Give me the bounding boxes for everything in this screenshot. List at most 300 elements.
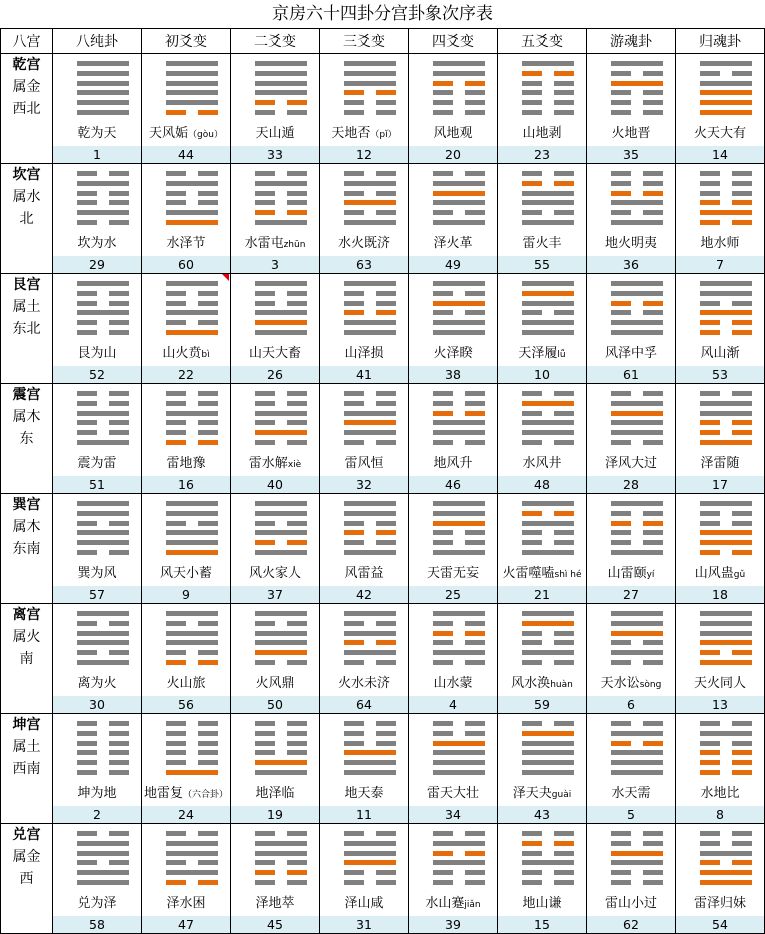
hexagram-name-label [587, 232, 675, 251]
hexagram-name: 泽水困 [166, 896, 206, 911]
hexagram-cell [53, 604, 142, 714]
line-segment [465, 310, 485, 315]
hexagram-symbol [611, 281, 663, 335]
hexagram-cell [53, 494, 142, 604]
line-segment [433, 81, 453, 86]
yin-line [166, 110, 218, 115]
palace-name: 震宫 [12, 387, 41, 403]
header-column: 二爻变 [231, 29, 320, 54]
hexagram-name: 天地否 [331, 126, 371, 141]
hexagram-number: 6 [587, 696, 675, 713]
hexagram-cell [142, 274, 231, 384]
hexagram-name-label [498, 672, 586, 691]
line-segment [611, 721, 631, 726]
line-segment [522, 501, 574, 506]
hexagram-symbol [344, 281, 396, 335]
hexagram-name-label [587, 892, 675, 911]
yin-line [166, 650, 218, 655]
line-segment [255, 171, 275, 176]
line-segment [166, 291, 186, 296]
yin-line [522, 440, 574, 445]
hexagram-number: 30 [53, 696, 141, 713]
yang-line [433, 191, 485, 196]
line-segment [77, 391, 97, 396]
hexagram-number: 41 [320, 366, 408, 383]
yang-line [77, 110, 129, 115]
line-segment [166, 330, 218, 335]
hexagram-symbol [166, 831, 218, 885]
line-segment [522, 430, 574, 435]
palace-element: 属土 [12, 299, 41, 315]
yang-line [522, 501, 574, 506]
line-segment [611, 760, 663, 765]
yin-line [700, 841, 752, 846]
line-segment [433, 611, 485, 616]
hexagram-name: 坤为地 [77, 786, 117, 801]
line-segment [700, 660, 752, 665]
line-segment [700, 880, 752, 885]
hexagram-number: 45 [231, 916, 319, 933]
line-segment [522, 191, 574, 196]
yin-line [344, 401, 396, 406]
yang-line [433, 750, 485, 755]
line-segment [465, 721, 485, 726]
line-segment [643, 880, 663, 885]
hexagram-number: 22 [142, 366, 230, 383]
yang-line [611, 731, 663, 736]
hexagram-number: 29 [53, 256, 141, 273]
palace-row [1, 384, 765, 494]
line-segment [77, 660, 129, 665]
yang-line [255, 310, 307, 315]
yang-line [700, 851, 752, 856]
line-segment [376, 731, 396, 736]
hexagram-cell [498, 384, 587, 494]
yang-line [433, 860, 485, 865]
line-segment [433, 191, 485, 196]
hexagram-name-label [320, 342, 408, 361]
yang-line [700, 621, 752, 626]
line-segment [643, 521, 663, 526]
line-segment [700, 741, 720, 746]
line-segment [376, 100, 396, 105]
line-segment [700, 61, 752, 66]
line-segment [344, 301, 364, 306]
yang-line [344, 81, 396, 86]
line-segment [166, 220, 218, 225]
line-segment [166, 770, 218, 775]
hexagram-name-label [587, 122, 675, 141]
line-segment [732, 511, 752, 516]
line-segment [255, 391, 275, 396]
yang-line [166, 330, 218, 335]
line-segment [433, 110, 453, 115]
yin-line [255, 741, 307, 746]
hexagram-number: 56 [142, 696, 230, 713]
yang-line [255, 411, 307, 416]
line-segment [166, 191, 186, 196]
yin-line [166, 191, 218, 196]
yin-line [611, 100, 663, 105]
yin-line [255, 291, 307, 296]
line-segment [433, 741, 485, 746]
line-segment [554, 851, 574, 856]
line-segment [344, 430, 396, 435]
hexagram-symbol [611, 611, 663, 665]
line-segment [732, 741, 752, 746]
line-segment [166, 750, 186, 755]
yin-line [433, 660, 485, 665]
hexagram-symbol [611, 501, 663, 555]
yang-line [255, 530, 307, 535]
hexagram-symbol [255, 281, 307, 335]
palace-element: 属金 [12, 79, 41, 95]
line-segment [109, 200, 129, 205]
yang-line [700, 640, 752, 645]
line-segment [611, 301, 631, 306]
hexagram-name: 泽山咸 [344, 896, 384, 911]
line-segment [255, 310, 307, 315]
line-segment [109, 721, 129, 726]
yang-line [344, 330, 396, 335]
hexagram-symbol [522, 61, 574, 115]
line-segment [433, 320, 485, 325]
hexagram-name: 水地比 [700, 786, 740, 801]
yin-line [344, 210, 396, 215]
line-segment [255, 401, 275, 406]
line-segment [700, 210, 752, 215]
line-segment [255, 320, 307, 325]
line-segment [433, 310, 453, 315]
line-segment [433, 391, 453, 396]
hexagram-symbol [255, 611, 307, 665]
hexagram-cell [231, 164, 320, 274]
line-segment [77, 851, 129, 856]
yin-line [611, 511, 663, 516]
yin-line [344, 540, 396, 545]
hexagram-number: 5 [587, 806, 675, 823]
line-segment [255, 860, 275, 865]
line-segment [433, 760, 485, 765]
yang-line [433, 511, 485, 516]
hexagram-number: 62 [587, 916, 675, 933]
line-segment [433, 90, 453, 95]
line-segment [732, 181, 752, 186]
line-segment [255, 210, 275, 215]
line-segment [344, 310, 364, 315]
yang-line [611, 320, 663, 325]
line-segment [198, 200, 218, 205]
hexagram-number: 20 [409, 146, 497, 163]
hexagram-number: 26 [231, 366, 319, 383]
hexagram-number: 9 [142, 586, 230, 603]
line-segment [465, 90, 485, 95]
line-segment [198, 521, 218, 526]
line-segment [376, 401, 396, 406]
line-segment [287, 870, 307, 875]
yang-line [77, 501, 129, 506]
hexagram-symbol [433, 61, 485, 115]
yin-line [344, 530, 396, 535]
hexagram-name-label [142, 892, 230, 911]
yin-line [166, 741, 218, 746]
line-segment [344, 411, 396, 416]
line-segment [554, 71, 574, 76]
line-segment [287, 100, 307, 105]
hexagram-cell [498, 164, 587, 274]
hexagram-name: 地山谦 [522, 896, 562, 911]
yin-line [255, 100, 307, 105]
line-segment [77, 511, 129, 516]
yin-line [344, 660, 396, 665]
line-segment [344, 631, 396, 636]
yang-line [433, 71, 485, 76]
hexagram-cell [320, 714, 409, 824]
yin-line [344, 191, 396, 196]
line-segment [376, 391, 396, 396]
yin-line [166, 430, 218, 435]
hexagram-name: 水雷屯 [244, 236, 284, 251]
yang-line [611, 401, 663, 406]
line-segment [611, 110, 631, 115]
line-segment [166, 391, 186, 396]
line-segment [166, 430, 186, 435]
line-segment [344, 100, 364, 105]
palace-name: 巽宫 [12, 497, 41, 513]
yang-line [344, 61, 396, 66]
hexagram-symbol [522, 171, 574, 225]
yin-line [77, 391, 129, 396]
hexagram-cell [320, 604, 409, 714]
yang-line [433, 501, 485, 506]
line-segment [77, 550, 97, 555]
line-segment [198, 401, 218, 406]
line-segment [77, 200, 97, 205]
hexagram-name: 山风蛊 [694, 566, 734, 581]
hexagram-name: 震为雷 [77, 456, 117, 471]
line-segment [166, 530, 218, 535]
line-segment [287, 880, 307, 885]
line-segment [77, 540, 129, 545]
hexagram-cell [320, 54, 409, 164]
hexagram-name-label [409, 892, 497, 911]
line-segment [433, 750, 485, 755]
palace-cell [1, 384, 53, 494]
hexagram-name-label [320, 122, 408, 141]
hexagram-name-label [409, 122, 497, 141]
yin-line [166, 721, 218, 726]
line-segment [554, 440, 574, 445]
yin-line [433, 851, 485, 856]
line-segment [465, 210, 485, 215]
yang-line [344, 420, 396, 425]
yin-line [433, 411, 485, 416]
hexagram-symbol [700, 611, 752, 665]
yin-line [77, 721, 129, 726]
yang-line [255, 430, 307, 435]
line-segment [77, 640, 129, 645]
yin-line [700, 301, 752, 306]
hexagram-symbol [344, 721, 396, 775]
hexagram-cell [320, 494, 409, 604]
yang-line [77, 61, 129, 66]
line-segment [287, 860, 307, 865]
line-segment [109, 550, 129, 555]
yin-line [700, 831, 752, 836]
line-segment [376, 721, 396, 726]
yang-line [77, 880, 129, 885]
line-segment [287, 291, 307, 296]
hexagram-number: 35 [587, 146, 675, 163]
line-segment [611, 521, 631, 526]
line-segment [166, 831, 186, 836]
line-segment [198, 291, 218, 296]
line-segment [700, 90, 752, 95]
yang-line [522, 191, 574, 196]
yin-line [700, 200, 752, 205]
line-segment [554, 631, 574, 636]
yin-line [344, 831, 396, 836]
line-segment [77, 440, 129, 445]
line-segment [611, 181, 631, 186]
yin-line [700, 721, 752, 726]
hexagram-number: 42 [320, 586, 408, 603]
line-segment [166, 81, 218, 86]
hexagram-name-label [498, 122, 586, 141]
line-segment [198, 660, 218, 665]
line-segment [166, 621, 186, 626]
yin-line [255, 391, 307, 396]
line-segment [732, 71, 752, 76]
yang-line [433, 181, 485, 186]
hexagram-number: 44 [142, 146, 230, 163]
yang-line [255, 320, 307, 325]
line-segment [287, 171, 307, 176]
line-segment [732, 320, 752, 325]
header-column: 五爻变 [498, 29, 587, 54]
hexagram-number: 1 [53, 146, 141, 163]
hexagram-name: 火水未济 [337, 676, 390, 691]
line-segment [255, 750, 275, 755]
line-segment [611, 540, 631, 545]
hexagram-symbol [700, 501, 752, 555]
hexagram-name: 风山渐 [700, 346, 740, 361]
hexagram-name-label [587, 342, 675, 361]
pronunciation-note: （gòu） [188, 130, 223, 140]
yin-line [77, 770, 129, 775]
hexagram-name-label [231, 782, 319, 801]
yin-line [700, 330, 752, 335]
line-segment [643, 171, 663, 176]
yang-line [700, 880, 752, 885]
yin-line [700, 320, 752, 325]
hexagram-name: 水风井 [522, 456, 562, 471]
line-segment [554, 171, 574, 176]
line-segment [166, 650, 186, 655]
line-segment [700, 621, 752, 626]
line-segment [344, 391, 364, 396]
line-segment [344, 401, 364, 406]
yin-line [522, 391, 574, 396]
yang-line [166, 501, 218, 506]
line-segment [643, 71, 663, 76]
pronunciation-note: xiè [287, 460, 302, 470]
line-segment [732, 550, 752, 555]
hexagram-cell [320, 384, 409, 494]
hexagram-symbol [611, 391, 663, 445]
hexagram-name: 乾为天 [77, 126, 117, 141]
yang-line [700, 310, 752, 315]
line-segment [287, 721, 307, 726]
yin-line [77, 550, 129, 555]
line-segment [700, 391, 720, 396]
line-segment [465, 870, 485, 875]
yin-line [255, 420, 307, 425]
yang-line [344, 200, 396, 205]
line-segment [166, 210, 218, 215]
hexagram-symbol [522, 501, 574, 555]
hexagram-symbol [166, 721, 218, 775]
hexagram-symbol [166, 61, 218, 115]
hexagram-symbol [700, 831, 752, 885]
line-segment [344, 650, 396, 655]
yin-line [344, 100, 396, 105]
hexagram-name: 泽地萃 [255, 896, 295, 911]
hexagram-number: 49 [409, 256, 497, 273]
yin-line [522, 870, 574, 875]
line-segment [255, 870, 275, 875]
hexagram-symbol [77, 171, 129, 225]
hexagram-name: 坎为水 [77, 236, 117, 251]
line-segment [255, 440, 275, 445]
line-segment [700, 281, 752, 286]
yang-line [166, 181, 218, 186]
line-segment [433, 440, 453, 445]
hexagram-cell [53, 824, 142, 934]
line-segment [376, 621, 396, 626]
line-segment [643, 391, 663, 396]
line-segment [255, 430, 307, 435]
yang-line [255, 650, 307, 655]
yang-line [611, 851, 663, 856]
hexagram-cell [142, 824, 231, 934]
line-segment [376, 291, 396, 296]
hexagram-cell [587, 604, 676, 714]
line-segment [554, 530, 574, 535]
yang-line [611, 220, 663, 225]
line-segment [344, 860, 396, 865]
line-segment [554, 831, 574, 836]
header-row [1, 29, 765, 54]
line-segment [166, 71, 218, 76]
line-segment [109, 750, 129, 755]
line-segment [522, 210, 542, 215]
hexagram-name-label [409, 232, 497, 251]
hexagram-cell [409, 164, 498, 274]
yang-line [77, 841, 129, 846]
line-segment [522, 100, 542, 105]
hexagram-cell [676, 164, 765, 274]
hexagram-number: 34 [409, 806, 497, 823]
palace-element: 属木 [12, 409, 41, 425]
yin-line [522, 110, 574, 115]
pronunciation-note: bì [201, 350, 210, 360]
line-segment [700, 550, 720, 555]
yang-line [522, 650, 574, 655]
line-segment [344, 330, 396, 335]
line-segment [732, 430, 752, 435]
line-segment [522, 301, 574, 306]
